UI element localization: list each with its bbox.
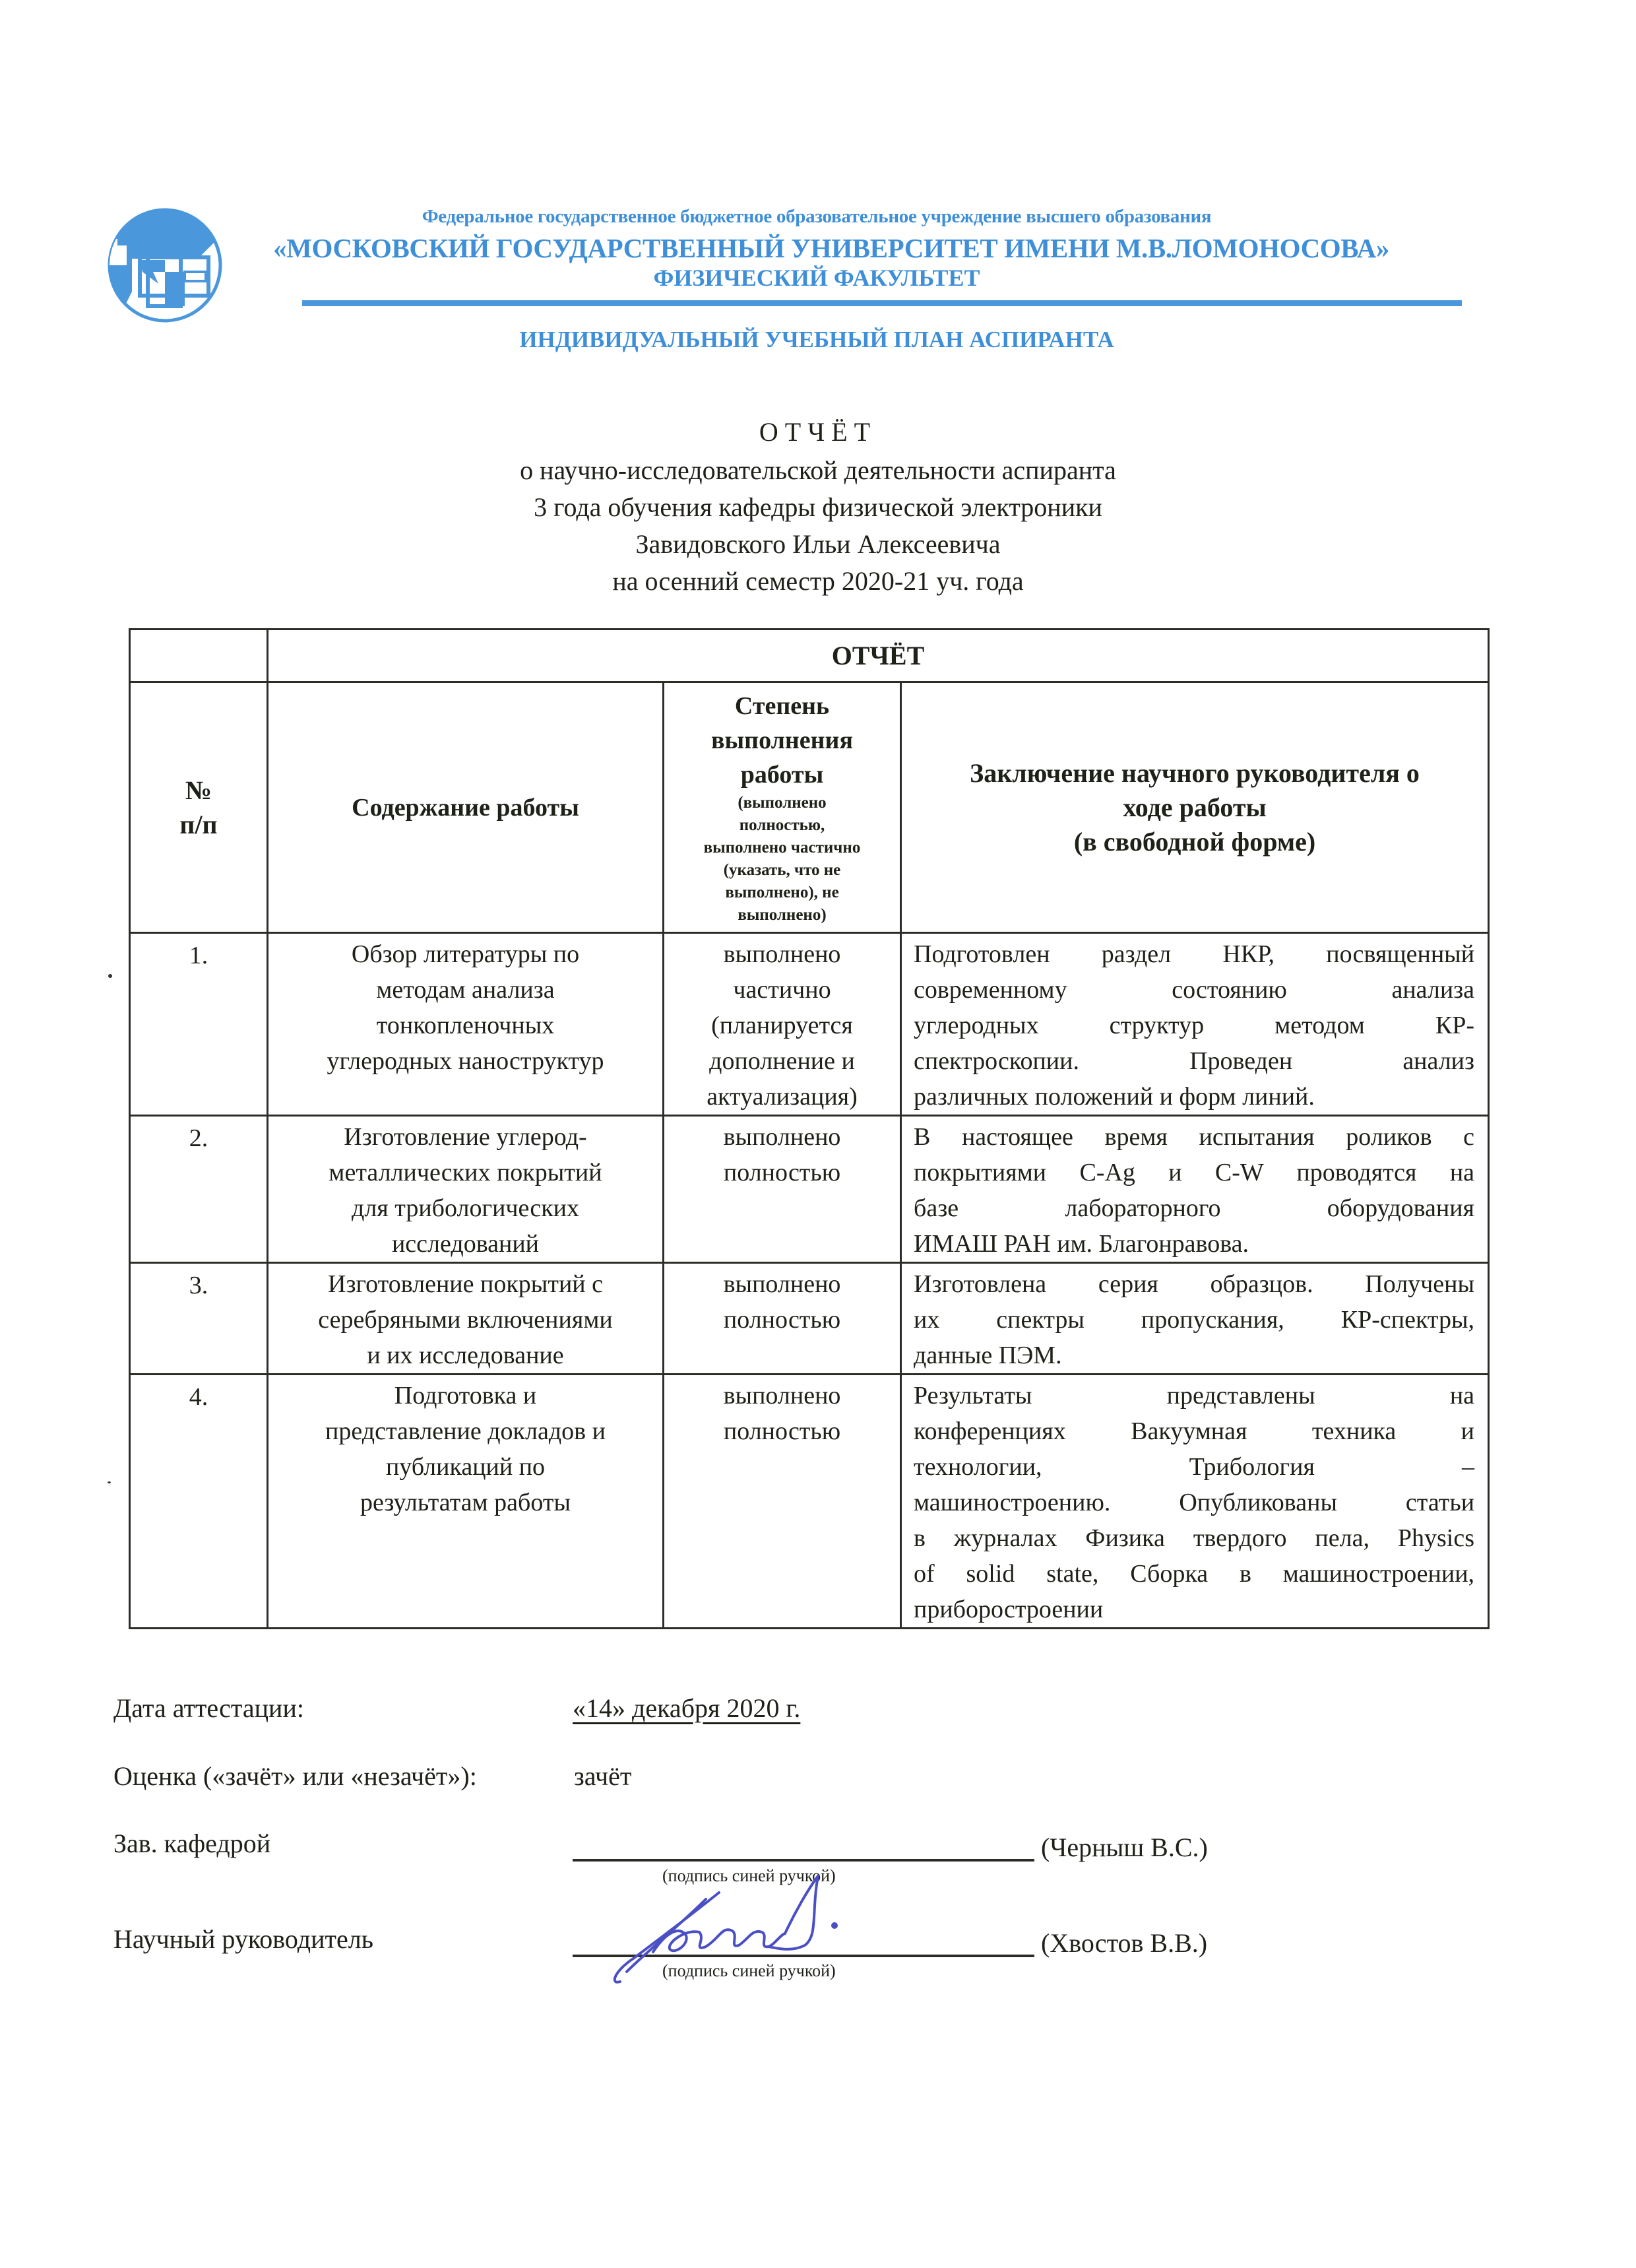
attestation-date-value: «14» декабря 2020 г. xyxy=(573,1693,801,1723)
faculty-name: ФИЗИЧЕСКИЙ ФАКУЛЬТЕТ xyxy=(653,265,980,291)
work-content: Обзор литературы по методам анализа тонкопленочных углеродных наноструктур xyxy=(268,933,664,1116)
report-subtitle-line-2: 3 года обучения кафедры физической электроники xyxy=(534,492,1102,522)
university-logo-icon xyxy=(106,206,224,325)
empty-header-cell xyxy=(130,630,268,682)
signature-caption: (подпись синей ручкой) xyxy=(662,1961,836,1980)
department-head-name: (Черныш В.С.) xyxy=(1041,1832,1208,1862)
plan-title: ИНДИВИДУАЛЬНЫЙ УЧЕБНЫЙ ПЛАН АСПИРАНТА xyxy=(519,327,1114,352)
supervisor-conclusion: Подготовлен раздел НКР, посвященный современному состоянию анализа углеродных структур методом КР- спектроскопии. Проведен анализ различных положений и форм линий. xyxy=(901,933,1489,1116)
report-subtitle-line-1: о научно-исследовательской деятельности аспиранта xyxy=(520,455,1116,485)
attestation-date-label: Дата аттестации: xyxy=(113,1693,304,1723)
letterhead-divider xyxy=(302,300,1462,306)
report-table xyxy=(129,628,1490,1629)
student-name: Завидовского Ильи Алексеевича xyxy=(635,529,1001,559)
header-num: № п/п xyxy=(130,682,268,933)
supervisor-conclusion: Изготовлена серия образцов. Получены их спектры пропускания, КР-спектры, данные ПЭМ. xyxy=(901,1263,1489,1375)
supervisor-label: Научный руководитель xyxy=(113,1924,373,1954)
table-row xyxy=(130,1116,1489,1263)
supervisor-conclusion: В настоящее время испытания роликов с покрытиями C-Ag и C-W проводятся на базе лабораторного оборудования ИМАШ РАН им. Благонравова. xyxy=(901,1116,1489,1263)
group-header-report: ОТЧЁТ xyxy=(268,630,1489,682)
university-name: «МОСКОВСКИЙ ГОСУДАРСТВЕННЫЙ УНИВЕРСИТЕТ ИМЕНИ М.В.ЛОМОНОСОВА» xyxy=(273,233,1389,263)
table-row xyxy=(130,933,1489,1116)
department-head-signature-line xyxy=(573,1859,1034,1862)
row-number: 4. xyxy=(130,1375,268,1629)
table-group-header-row xyxy=(130,630,1489,682)
row-number: 2. xyxy=(130,1116,268,1263)
work-content: Изготовление углерод- металлических покрытий для трибологических исследований xyxy=(268,1116,664,1263)
federal-institution-line: Федеральное государственное бюджетное образовательное учреждение высшего образования xyxy=(422,206,1212,227)
completion-degree: выполнено полностью xyxy=(664,1263,901,1375)
completion-degree: выполнено полностью xyxy=(664,1116,901,1263)
work-content: Подготовка и представление докладов и публикаций по результатам работы xyxy=(268,1375,664,1629)
scan-speck xyxy=(108,974,112,978)
work-content: Изготовление покрытий с серебряными включениями и их исследование xyxy=(268,1263,664,1375)
semester-line: на осенний семестр 2020-21 уч. года xyxy=(612,566,1024,596)
grade-value: зачёт xyxy=(574,1761,632,1791)
row-number: 1. xyxy=(130,933,268,1116)
department-head-label: Зав. кафедрой xyxy=(113,1829,271,1858)
header-conclusion: Заключение научного руководителя о ходе работы (в свободной форме) xyxy=(901,682,1489,933)
supervisor-conclusion: Результаты представлены на конференциях Вакуумная техника и технологии, Трибология – машиностроению. Опубликованы статьи в журналах Физика твердого пела, Physics of solid state, Сборка в машиностроении, приборостроении xyxy=(901,1375,1489,1629)
report-heading: ОТЧЁТ xyxy=(759,417,877,447)
table-row xyxy=(130,1263,1489,1375)
scan-speck xyxy=(108,1481,111,1483)
row-number: 3. xyxy=(130,1263,268,1375)
header-content: Содержание работы xyxy=(268,682,664,933)
completion-degree: выполнено полностью xyxy=(664,1375,901,1629)
grade-label: Оценка («зачёт» или «незачёт»): xyxy=(113,1761,477,1791)
signature-caption: (подпись синей ручкой) xyxy=(662,1866,836,1885)
table-row xyxy=(130,1375,1489,1629)
table-header-row xyxy=(130,682,1489,933)
header-degree: Степень выполнения работы (выполнено полностью, выполнено частично (указать, что не выполнено), не выполнено) xyxy=(664,682,901,933)
supervisor-name: (Хвостов В.В.) xyxy=(1041,1928,1208,1958)
completion-degree: выполнено частично (планируется дополнение и актуализация) xyxy=(664,933,901,1116)
handwritten-signature-icon xyxy=(607,1873,858,1988)
